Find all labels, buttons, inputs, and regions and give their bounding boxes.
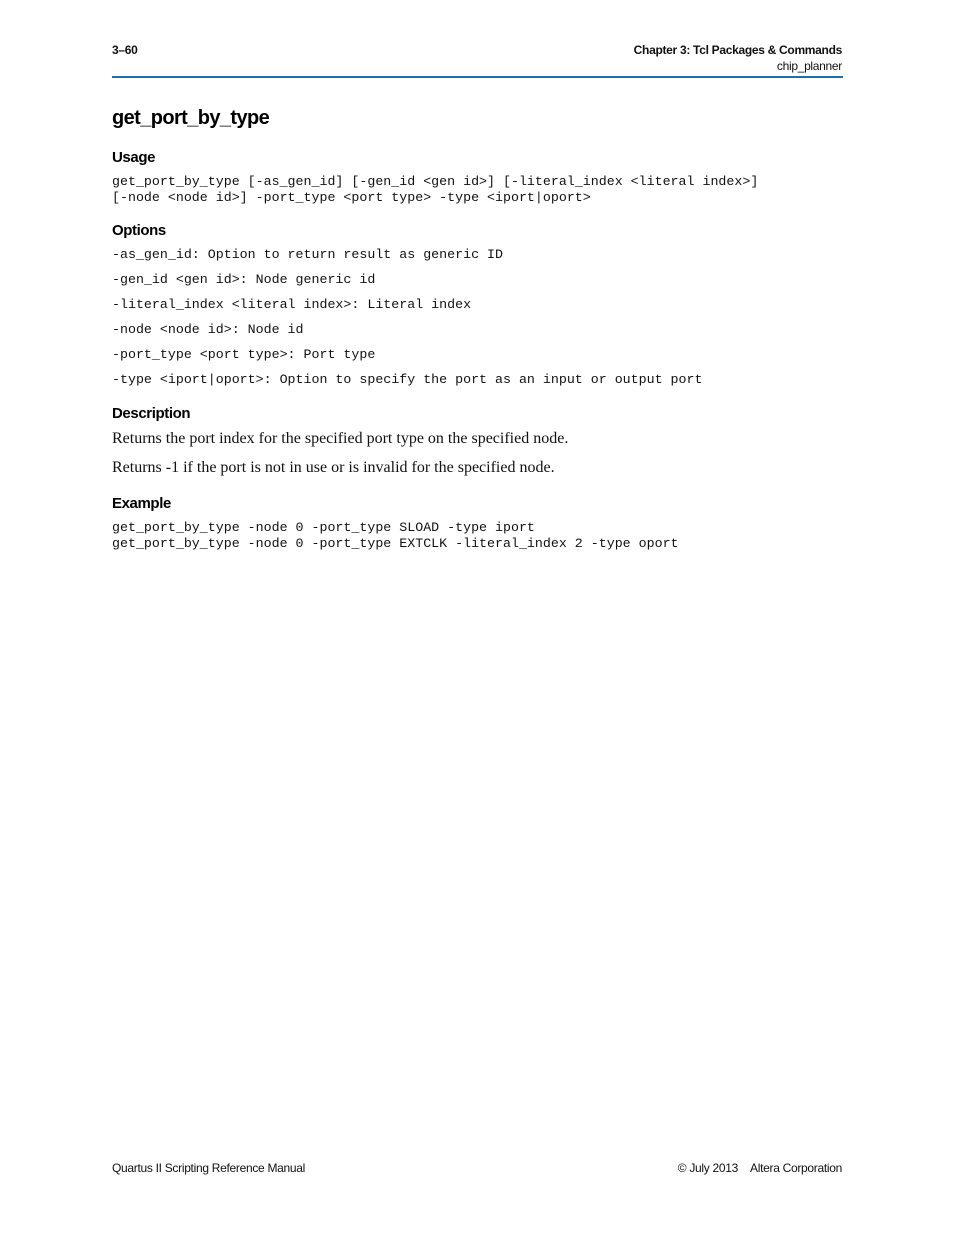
description-block: [112, 429, 842, 478]
example-block: [112, 520, 842, 552]
option-item: -type <iport|oport>: Option to specify the port as an input or output port: [112, 372, 703, 387]
page-header: [112, 40, 842, 80]
description-paragraph: Returns -1 if the port is not in use or is invalid for the specified node.: [112, 459, 555, 476]
options-heading: Options: [112, 222, 166, 239]
description-heading: Description: [112, 405, 191, 422]
option-item: -port_type <port type>: Port type: [112, 347, 376, 362]
example-line: get_port_by_type -node 0 -port_type EXTCLK -literal_index 2 -type oport: [112, 536, 679, 551]
section-name: chip_planner: [776, 59, 842, 73]
option-item: -gen_id <gen id>: Node generic id: [112, 272, 376, 287]
document-body: [112, 104, 842, 552]
header-rule: [112, 76, 843, 78]
example-heading: Example: [112, 495, 171, 512]
description-paragraph: Returns the port index for the specified port type on the specified node.: [112, 430, 569, 447]
example-line: get_port_by_type -node 0 -port_type SLOAD -type iport: [112, 520, 535, 535]
command-title: get_port_by_type: [112, 107, 270, 129]
company-name: Altera Corporation: [750, 1161, 842, 1175]
options-list: [112, 247, 842, 388]
footer-right: [678, 1161, 842, 1175]
option-item: -node <node id>: Node id: [112, 322, 304, 337]
copyright-date: © July 2013: [677, 1161, 739, 1175]
usage-line: get_port_by_type [-as_gen_id] [-gen_id <gen id>] [-literal_index <literal index>]: [112, 174, 759, 189]
manual-title: Quartus II Scripting Reference Manual: [112, 1161, 306, 1175]
chapter-title: Chapter 3: Tcl Packages & Commands: [633, 43, 842, 57]
page-number: 3–60: [112, 43, 138, 57]
usage-line: [-node <node id>] -port_type <port type> -type <iport|oport>: [112, 190, 591, 205]
usage-heading: Usage: [112, 149, 156, 166]
option-item: -literal_index <literal index>: Literal index: [112, 297, 472, 312]
option-item: -as_gen_id: Option to return result as generic ID: [112, 247, 503, 262]
usage-block: [112, 174, 842, 206]
